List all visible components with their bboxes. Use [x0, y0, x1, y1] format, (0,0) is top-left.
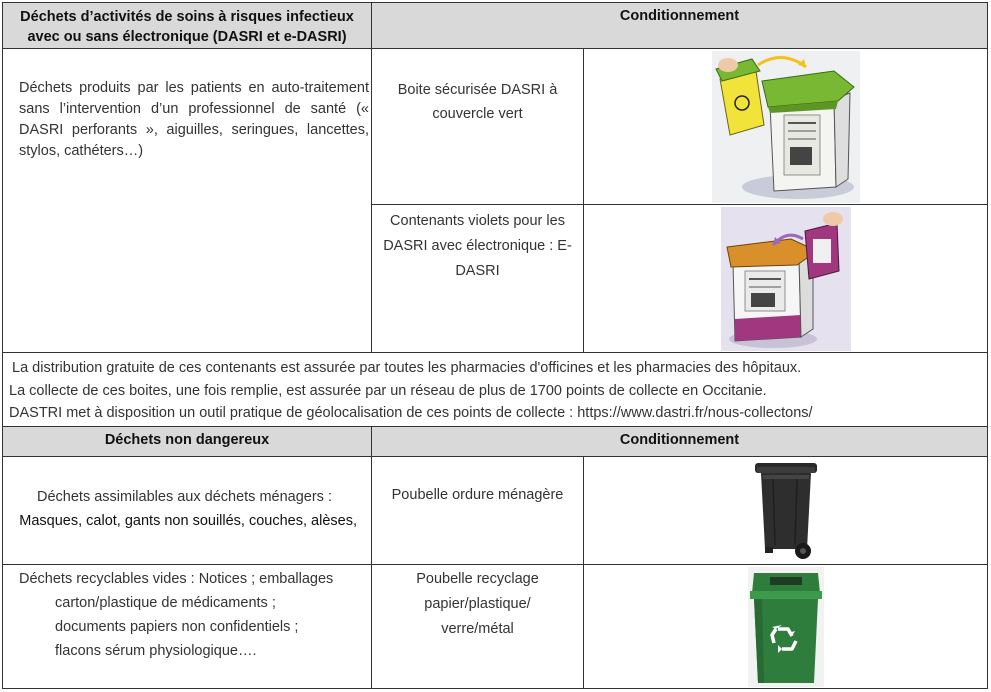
table1-description: Déchets produits par les patients en auto-traitement sans l’intervention d’un professionnel de santé (« DASRI perforants », aiguilles, seringues, lancettes, stylos, cathéters…)	[19, 80, 369, 159]
table2-row2-desc-cell	[2, 564, 372, 689]
black-bin-icon	[753, 461, 819, 561]
table1-header-left-line2: avec ou sans électronique (DASRI et e-DASRI)	[27, 29, 347, 45]
table1-description-cell	[2, 48, 372, 353]
note-line3: DASTRI met à disposition un outil pratique de géolocalisation de ces points de collecte : https://www.dastri.fr/nous-collectons/	[9, 405, 813, 421]
table2-row1-desc-a: Déchets assimilables aux déchets ménagers :	[37, 489, 332, 505]
table1-row2-label-cell	[371, 204, 584, 353]
table2-header-right-label: Conditionnement	[619, 432, 740, 448]
table1-header-left-line1: Déchets d’activités de soins à risques infectieux	[20, 9, 354, 25]
note-line2: La collecte de ces boites, une fois remplie, est assurée par un réseau de plus de 1700 points de collecte en Occitanie.	[9, 382, 767, 399]
table2-header-right	[371, 426, 988, 457]
table2-row1-label: Poubelle ordure ménagère	[391, 487, 564, 503]
table1-header-right	[371, 2, 988, 49]
note-line1: La distribution gratuite de ces contenants est assurée par toutes les pharmacies d'officines et les pharmacies des hôpitaux.	[12, 360, 802, 376]
green-recycle-bin-icon	[748, 567, 824, 687]
table2-row2-desc-d: flacons sérum physiologique….	[55, 643, 257, 659]
table2-row1-image-cell	[583, 456, 988, 565]
table2-row2-desc-b: carton/plastique de médicaments ;	[55, 595, 276, 611]
table2-header-left-label: Déchets non dangereux	[104, 432, 270, 448]
table1-row1-image-cell	[583, 48, 988, 205]
table1-header-right-label: Conditionnement	[619, 8, 740, 24]
table2-row2-label-cell	[371, 564, 584, 689]
table1-row1-label-cell	[371, 48, 584, 205]
table2-row1-label-cell	[371, 456, 584, 565]
table2-row1-desc-cell	[2, 456, 372, 565]
dasri-box-icon	[712, 51, 860, 203]
edasri-box-icon	[721, 207, 851, 351]
note-block	[2, 352, 988, 427]
table1-row2-image-cell	[583, 204, 988, 353]
table2-row1-desc-b: Masques, calot, gants non souillés, couches, alèses,	[19, 513, 357, 529]
table1-row1-label: Boite sécurisée DASRI à couvercle vert	[397, 82, 558, 122]
table1-row2-label: Contenants violets pour les DASRI avec électronique : E-DASRI	[383, 213, 572, 279]
table2-row2-desc-a: Déchets recyclables vides : Notices ; emballages	[19, 571, 334, 587]
table2-header-left	[2, 426, 372, 457]
table2-row2-image-cell	[583, 564, 988, 689]
table2-row2-desc-c: documents papiers non confidentiels ;	[55, 619, 299, 635]
table2-row2-label: Poubelle recyclage papier/plastique/ verre/métal	[416, 571, 539, 637]
table1-header-left	[2, 2, 372, 49]
